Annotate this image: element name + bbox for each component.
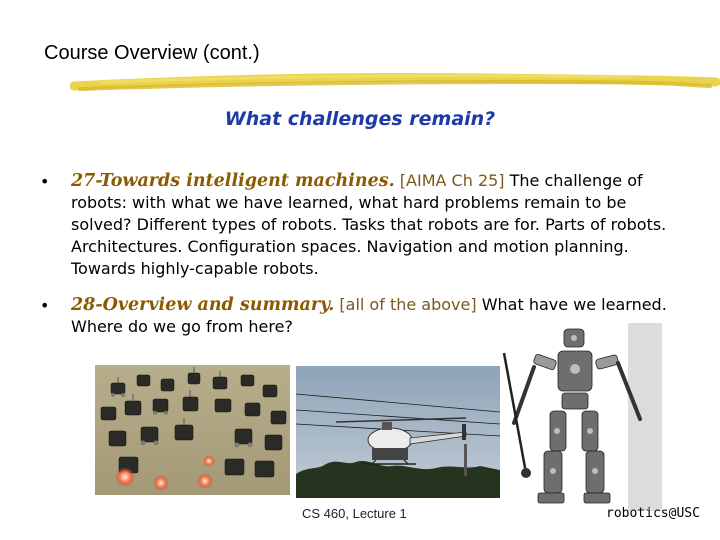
robots-group-photo: [95, 365, 290, 495]
footer-credit-label: robotics@USC: [606, 506, 700, 521]
slide-title: Course Overview (cont.): [44, 42, 260, 64]
bullet-item-robots: [71, 170, 683, 280]
bullet-topic: 27-Towards intelligent machines.: [71, 171, 395, 191]
footer-course-label: CS 460, Lecture 1: [302, 506, 407, 521]
bullet-marker: •: [40, 172, 50, 191]
bullet-marker: •: [40, 296, 50, 315]
slide-subtitle: What challenges remain?: [224, 108, 496, 130]
bullet-description: The challenge of robots: with what we have learned, what hard problems remain to be solved? Different types of robots. Tasks that robots are for. Parts of robots. Architectures. Configuration spaces. Navigation and motion planning. Towards highly-capable robots.: [71, 171, 667, 278]
helicopter-photo: [296, 366, 500, 498]
bullet-description: What have we learned. Where do we go from here?: [71, 295, 667, 336]
humanoid-robot-photo: [500, 323, 662, 511]
bullet-topic: 28-Overview and summary.: [71, 295, 335, 315]
title-underline-brushstroke: [70, 70, 720, 96]
bullet-reference: [AIMA Ch 25]: [399, 171, 505, 190]
bullet-reference: [all of the above]: [339, 295, 477, 314]
